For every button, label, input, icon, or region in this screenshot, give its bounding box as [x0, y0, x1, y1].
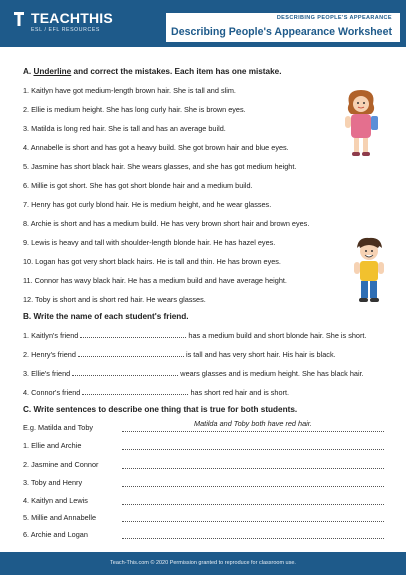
section-a-item-7: 7. Henry has got curly blond hair. He is medium height, and he wear glasses.	[23, 200, 272, 209]
section-a-item-6: 6. Millie is got short. She has got short blonde hair and a medium build.	[23, 181, 253, 190]
section-c-item-6: 6. Archie and Logan	[23, 530, 88, 539]
section-a-heading: A. Underline and correct the mistakes. Each item has one mistake.	[23, 67, 282, 76]
answer-line	[122, 430, 384, 432]
section-a-item-3: 3. Matilda is long red hair. She is tall and has an average build.	[23, 124, 226, 133]
section-c-item-5: 5. Millie and Annabelle	[23, 513, 97, 522]
section-a-item-9: 9. Lewis is heavy and tall with shoulder-length blonde hair. He has hazel eyes.	[23, 238, 276, 247]
answer-line[interactable]	[122, 503, 384, 505]
section-b-heading: B. Write the name of each student's friend.	[23, 312, 189, 321]
worksheet-title: Describing People's Appearance Worksheet	[171, 26, 392, 38]
section-b-item-2: 2. Henry's friend is tall and has very short hair. His hair is black.	[23, 350, 336, 359]
footer-copyright: Teach-This.com © 2020 Permission granted to reproduce for classroom use.	[110, 560, 296, 566]
section-c-heading: C. Write sentences to describe one thing that is true for both students.	[23, 405, 298, 414]
section-c-example-answer: Matilda and Toby both have red hair.	[194, 419, 312, 428]
answer-blank[interactable]	[72, 368, 178, 376]
logo-text: TEACHTHIS	[31, 10, 113, 26]
answer-blank[interactable]	[80, 330, 186, 338]
logo-subtitle: ESL / EFL RESOURCES	[31, 27, 100, 33]
title-box	[166, 13, 400, 42]
answer-line[interactable]	[122, 448, 384, 450]
answer-line[interactable]	[122, 520, 384, 522]
underline-word: Underline	[33, 67, 72, 76]
section-a-item-12: 12. Toby is short and is short red hair. He wears glasses.	[23, 295, 206, 304]
section-c-item-3: 3. Toby and Henry	[23, 478, 83, 487]
footer-bar	[0, 552, 406, 575]
section-b-item-3: 3. Ellie's friend wears glasses and is medium height. She has black hair.	[23, 369, 364, 378]
header-bar	[0, 0, 406, 47]
section-b-item-4: 4. Connor's friend has short red hair and is short.	[23, 388, 289, 397]
answer-blank[interactable]	[82, 387, 188, 395]
section-a-item-5: 5. Jasmine has short black hair. She wears glasses, and she has got medium height.	[23, 162, 297, 171]
section-a-item-4: 4. Annabelle is short and has got a heavy build. She got brown hair and blue eyes.	[23, 143, 289, 152]
section-c-item-2: 2. Jasmine and Connor	[23, 460, 99, 469]
girl-illustration	[340, 88, 382, 158]
answer-line[interactable]	[122, 467, 384, 469]
answer-blank[interactable]	[78, 349, 184, 357]
section-a-item-2: 2. Ellie is medium height. She has long curly hair. She is brown eyes.	[23, 105, 246, 114]
section-c-item-4: 4. Kaitlyn and Lewis	[23, 496, 88, 505]
section-b-item-1: 1. Kaitlyn's friend has a medium build and short blonde hair. She is short.	[23, 331, 367, 340]
answer-line[interactable]	[122, 537, 384, 539]
section-a-item-11: 11. Connor has wavy black hair. He has a medium build and have average height.	[23, 276, 287, 285]
section-a-item-10: 10. Logan has got very short black hairs. He is tall and thin. He has brown eyes.	[23, 257, 281, 266]
section-a-item-8: 8. Archie is short and has a medium build. He has very brown short hair and brown eyes.	[23, 219, 310, 228]
section-a-item-1: 1. Kaitlyn have got medium-length brown hair. She is tall and slim.	[23, 86, 236, 95]
boy-illustration	[348, 236, 390, 306]
section-c-example-label: E.g. Matilda and Toby	[23, 423, 94, 432]
logo-mark-icon	[12, 11, 26, 27]
answer-line[interactable]	[122, 485, 384, 487]
worksheet-kicker: DESCRIBING PEOPLE'S APPEARANCE	[276, 15, 392, 21]
section-c-item-1: 1. Ellie and Archie	[23, 441, 82, 450]
